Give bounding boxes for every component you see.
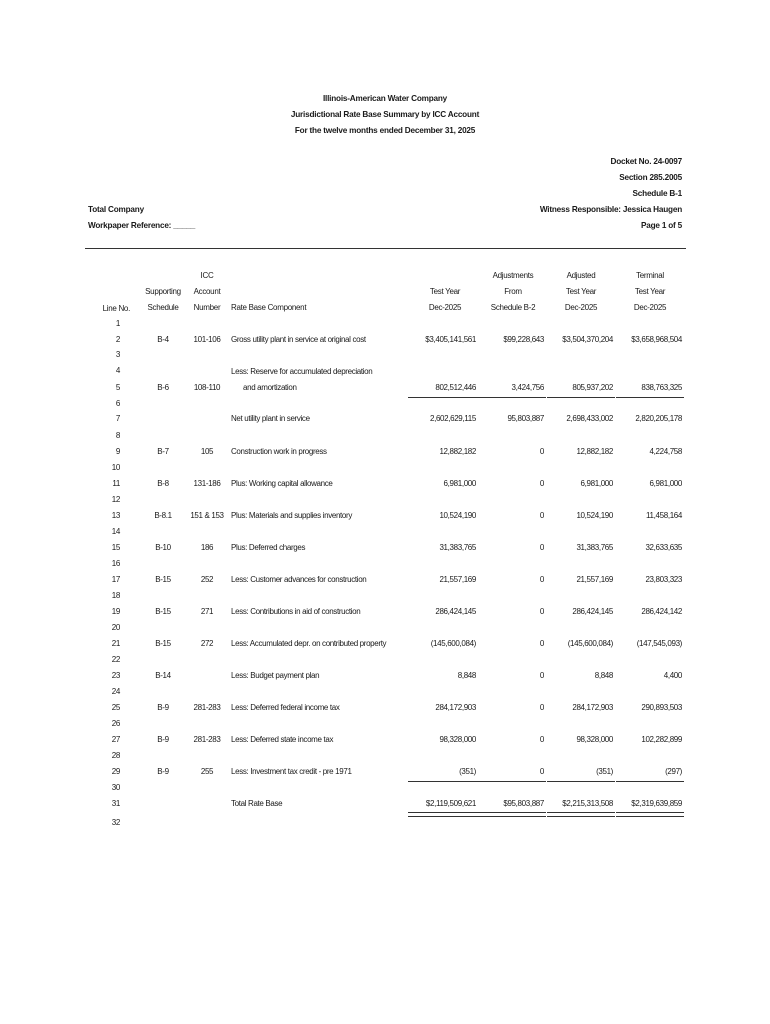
subtotal-underline <box>408 397 478 398</box>
col-adjustments-1: Adjustments <box>492 271 534 280</box>
total-double-underline <box>408 812 478 817</box>
adjustments-cell: 0 <box>539 735 544 744</box>
component-cell: Total Rate Base <box>231 799 283 808</box>
subtotal-underline <box>478 781 546 782</box>
adjustments-cell: 3,424,756 <box>511 383 544 392</box>
line-number: 20 <box>111 623 120 632</box>
icc-account-cell: 186 <box>200 543 214 552</box>
test-year-cell: 2,602,629,115 <box>429 414 476 423</box>
test-year-cell: 284,172,903 <box>435 703 476 712</box>
component-cell: Plus: Working capital allowance <box>231 479 333 488</box>
col-terminal-3: Dec-2025 <box>633 303 667 312</box>
page-number: Page 1 of 5 <box>640 221 682 230</box>
test-year-cell: 802,512,446 <box>435 383 476 392</box>
adjustments-cell: $99,228,643 <box>503 335 544 344</box>
terminal-test-year-cell: 102,282,899 <box>641 735 682 744</box>
component-cell: Less: Contributions in aid of construction <box>231 607 361 616</box>
component-cell-continued: and amortization <box>243 383 297 392</box>
report-period: For the twelve months ended December 31, 2025 <box>294 126 476 135</box>
terminal-test-year-cell: 4,400 <box>663 671 682 680</box>
adjusted-test-year-cell: (145,600,084) <box>567 639 613 648</box>
adjusted-test-year-cell: 31,383,765 <box>576 543 613 552</box>
line-number: 32 <box>111 818 120 827</box>
supporting-schedule-cell: B-4 <box>157 335 169 344</box>
total-company-label: Total Company <box>88 205 144 214</box>
col-icc-1: ICC <box>200 271 214 280</box>
line-number: 25 <box>111 703 120 712</box>
icc-account-cell: 151 & 153 <box>190 511 224 520</box>
adjusted-test-year-cell: 21,557,169 <box>576 575 613 584</box>
test-year-cell: 98,328,000 <box>439 735 476 744</box>
icc-account-cell: 271 <box>200 607 214 616</box>
terminal-test-year-cell: $2,319,639,859 <box>631 799 682 808</box>
adjusted-test-year-cell: 805,937,202 <box>572 383 613 392</box>
test-year-cell: 31,383,765 <box>439 543 476 552</box>
line-number: 11 <box>112 479 120 488</box>
line-number: 28 <box>111 751 120 760</box>
line-number: 24 <box>111 687 120 696</box>
supporting-schedule-cell: B-9 <box>157 767 169 776</box>
adjustments-cell: 0 <box>539 671 544 680</box>
icc-account-cell: 255 <box>200 767 214 776</box>
component-cell: Less: Deferred state income tax <box>231 735 334 744</box>
adjustments-cell: $95,803,887 <box>503 799 544 808</box>
adjustments-cell: 0 <box>539 511 544 520</box>
test-year-cell: 6,981,000 <box>443 479 476 488</box>
line-number: 16 <box>111 559 120 568</box>
col-test-year-2: Dec-2025 <box>428 303 462 312</box>
icc-account-cell: 272 <box>200 639 214 648</box>
test-year-cell: 12,882,182 <box>439 447 476 456</box>
adjusted-test-year-cell: $3,504,370,204 <box>562 335 613 344</box>
adjusted-test-year-cell: (351) <box>596 767 613 776</box>
line-number: 12 <box>111 495 120 504</box>
total-double-underline <box>478 812 546 817</box>
component-cell: Less: Budget payment plan <box>231 671 320 680</box>
adjustments-cell: 0 <box>539 607 544 616</box>
component-cell: Less: Customer advances for construction <box>231 575 367 584</box>
test-year-cell: 8,848 <box>457 671 476 680</box>
subtotal-underline <box>616 397 684 398</box>
test-year-cell: 10,524,190 <box>439 511 476 520</box>
terminal-test-year-cell: 6,981,000 <box>649 479 682 488</box>
subtotal-underline <box>547 397 615 398</box>
terminal-test-year-cell: 838,763,325 <box>641 383 682 392</box>
test-year-cell: 21,557,169 <box>439 575 476 584</box>
subtotal-underline <box>547 781 615 782</box>
test-year-cell: 286,424,145 <box>435 607 476 616</box>
line-number: 1 <box>115 319 120 328</box>
col-test-year-1: Test Year <box>429 287 461 296</box>
terminal-test-year-cell: (297) <box>665 767 682 776</box>
col-terminal-2: Test Year <box>634 287 666 296</box>
line-number: 2 <box>115 335 120 344</box>
supporting-schedule-cell: B-10 <box>155 543 171 552</box>
line-number: 8 <box>115 431 120 440</box>
schedule-number: Schedule B-1 <box>632 189 682 198</box>
line-number: 15 <box>111 543 120 552</box>
terminal-test-year-cell: 286,424,142 <box>641 607 682 616</box>
col-terminal-1: Terminal <box>636 271 664 280</box>
adjusted-test-year-cell: 8,848 <box>594 671 613 680</box>
line-number: 7 <box>115 414 120 423</box>
line-number: 19 <box>111 607 120 616</box>
adjustments-cell: 0 <box>539 447 544 456</box>
supporting-schedule-cell: B-7 <box>157 447 169 456</box>
section-number: Section 285.2005 <box>619 173 682 182</box>
line-number: 30 <box>111 783 120 792</box>
header-rule <box>85 248 686 249</box>
line-number: 5 <box>115 383 120 392</box>
line-number: 27 <box>111 735 120 744</box>
component-cell: Less: Investment tax credit - pre 1971 <box>231 767 352 776</box>
adjustments-cell: 0 <box>539 543 544 552</box>
adjustments-cell: 0 <box>539 767 544 776</box>
adjusted-test-year-cell: 286,424,145 <box>572 607 613 616</box>
icc-account-cell: 281-283 <box>193 735 221 744</box>
icc-account-cell: 108-110 <box>193 383 221 392</box>
supporting-schedule-cell: B-15 <box>155 639 171 648</box>
col-adjustments-2: From <box>504 287 522 296</box>
icc-account-cell: 105 <box>200 447 214 456</box>
col-component: Rate Base Component <box>231 303 307 312</box>
terminal-test-year-cell: 2,820,205,178 <box>635 414 682 423</box>
line-number: 26 <box>111 719 120 728</box>
icc-account-cell: 252 <box>200 575 214 584</box>
icc-account-cell: 281-283 <box>193 703 221 712</box>
line-number: 23 <box>111 671 120 680</box>
icc-account-cell: 131-186 <box>193 479 221 488</box>
terminal-test-year-cell: $3,658,968,504 <box>631 335 682 344</box>
docket-number: Docket No. 24-0097 <box>610 157 682 166</box>
adjusted-test-year-cell: $2,215,313,508 <box>562 799 613 808</box>
line-number: 6 <box>115 399 120 408</box>
line-number: 13 <box>111 511 120 520</box>
adjusted-test-year-cell: 98,328,000 <box>576 735 613 744</box>
supporting-schedule-cell: B-6 <box>157 383 169 392</box>
supporting-schedule-cell: B-15 <box>155 607 171 616</box>
total-double-underline <box>547 812 615 817</box>
line-number: 18 <box>111 591 120 600</box>
col-icc-3: Number <box>193 303 221 312</box>
company-name: Illinois-American Water Company <box>322 94 448 103</box>
test-year-cell: $2,119,509,621 <box>425 799 476 808</box>
total-double-underline <box>616 812 684 817</box>
component-cell: Less: Deferred federal income tax <box>231 703 340 712</box>
line-number: 21 <box>111 639 120 648</box>
col-adjustments-3: Schedule B-2 <box>490 303 536 312</box>
test-year-cell: (351) <box>459 767 476 776</box>
report-title: Jurisdictional Rate Base Summary by ICC Account <box>290 110 480 119</box>
component-cell: Net utility plant in service <box>231 414 310 423</box>
line-number: 10 <box>111 463 120 472</box>
component-cell: Plus: Materials and supplies inventory <box>231 511 352 520</box>
test-year-cell: $3,405,141,561 <box>425 335 476 344</box>
line-number: 17 <box>111 575 120 584</box>
col-supporting-1: Supporting <box>145 287 181 296</box>
test-year-cell: (145,600,084) <box>430 639 476 648</box>
col-adjusted-3: Dec-2025 <box>564 303 598 312</box>
terminal-test-year-cell: (147,545,093) <box>636 639 682 648</box>
component-cell: Plus: Deferred charges <box>231 543 306 552</box>
col-line-no: Line No. <box>102 304 130 313</box>
col-adjusted-1: Adjusted <box>566 271 596 280</box>
terminal-test-year-cell: 290,893,503 <box>641 703 682 712</box>
adjustments-cell: 0 <box>539 575 544 584</box>
icc-account-cell: 101-106 <box>193 335 221 344</box>
adjusted-test-year-cell: 6,981,000 <box>580 479 613 488</box>
adjusted-test-year-cell: 2,698,433,002 <box>566 414 613 423</box>
adjusted-test-year-cell: 284,172,903 <box>572 703 613 712</box>
subtotal-underline <box>616 781 684 782</box>
terminal-test-year-cell: 32,633,635 <box>645 543 682 552</box>
subtotal-underline <box>478 397 546 398</box>
col-adjusted-2: Test Year <box>565 287 597 296</box>
terminal-test-year-cell: 23,803,323 <box>645 575 682 584</box>
component-cell: Less: Accumulated depr. on contributed property <box>231 639 387 648</box>
adjusted-test-year-cell: 10,524,190 <box>576 511 613 520</box>
col-icc-2: Account <box>193 287 221 296</box>
witness-responsible: Witness Responsible: Jessica Haugen <box>539 205 682 214</box>
line-number: 31 <box>111 799 120 808</box>
line-number: 14 <box>111 527 120 536</box>
component-cell: Gross utility plant in service at original cost <box>231 335 366 344</box>
terminal-test-year-cell: 4,224,758 <box>649 447 682 456</box>
adjustments-cell: 0 <box>539 703 544 712</box>
supporting-schedule-cell: B-8.1 <box>154 511 172 520</box>
col-supporting-2: Schedule <box>147 303 179 312</box>
component-cell: Less: Reserve for accumulated depreciation <box>231 367 373 376</box>
supporting-schedule-cell: B-14 <box>155 671 171 680</box>
line-number: 9 <box>115 447 120 456</box>
subtotal-underline <box>408 781 478 782</box>
adjustments-cell: 0 <box>539 639 544 648</box>
line-number: 29 <box>111 767 120 776</box>
adjustments-cell: 0 <box>539 479 544 488</box>
line-number: 4 <box>115 366 120 375</box>
workpaper-reference: Workpaper Reference: _____ <box>88 221 196 230</box>
component-cell: Construction work in progress <box>231 447 327 456</box>
supporting-schedule-cell: B-15 <box>155 575 171 584</box>
supporting-schedule-cell: B-9 <box>157 735 169 744</box>
adjusted-test-year-cell: 12,882,182 <box>576 447 613 456</box>
line-number: 22 <box>111 655 120 664</box>
supporting-schedule-cell: B-9 <box>157 703 169 712</box>
terminal-test-year-cell: 11,458,164 <box>646 511 682 520</box>
adjustments-cell: 95,803,887 <box>507 414 544 423</box>
line-number: 3 <box>115 350 120 359</box>
supporting-schedule-cell: B-8 <box>157 479 169 488</box>
